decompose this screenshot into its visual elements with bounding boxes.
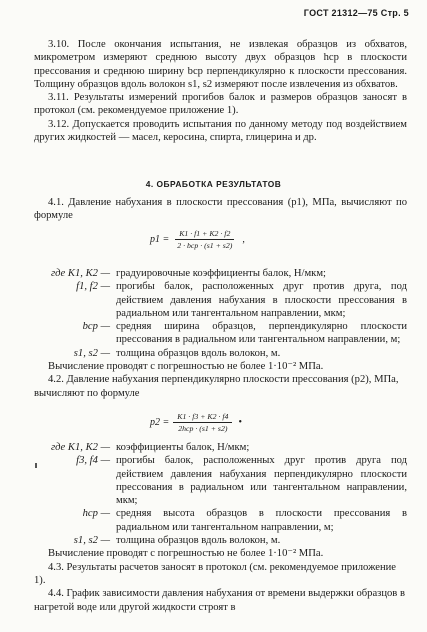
paragraph-3-11: 3.11. Результаты измерений прогибов балок и размеров образцов заносят в протокол (см. рекомендуемое приложение 1). (34, 92, 407, 117)
formula-p1-fraction (173, 229, 236, 250)
paragraph-3-10: 3.10. После окончания испытания, не извлекая образцов из обхватов, микрометром измеряют среднюю высоту двух образцов hср в плоскости прессования и среднюю ширину bср перпендикулярно к плоскости прессования. Толщину образцов вдоль волокон s1, s2 измеряют после извлечения из обхватов. (34, 39, 407, 90)
definition-text: средняя высота образцов в плоскости прессования в радиальном или тангентальном направлении, м; (116, 508, 407, 533)
formula-p2-tail: • (238, 417, 242, 428)
definition-text: градуировочные коэффициенты балок, Н/мкм; (116, 268, 326, 279)
definition-symbol: hср — (82, 508, 110, 520)
formula-p1 (150, 229, 245, 250)
paragraph-4-2: 4.2. Давление набухания перпендикулярно плоскости прессования (p2), МПа, вычисляют по формуле (34, 374, 399, 399)
formula-p2-denominator: 2hср · (s1 + s2) (178, 424, 228, 433)
definition-symbol: где K1, K2 — (50, 268, 110, 279)
section-3-paragraphs (34, 38, 407, 144)
definition-text: толщина образцов вдоль волокон, м. (116, 347, 281, 359)
definition-text: прогибы балок, расположенных друг против друга, под действием давления набухания в плоскости прессования в радиальном или тангентальном направлении, мкм; (116, 281, 407, 319)
definition-symbol: f3, f4 — (76, 455, 110, 467)
formula-p1-lhs: p1 = (150, 234, 170, 245)
definition-text: средняя ширина образцов, перпендикулярно плоскости прессования в радиальном или тангентальном направлении, м; (116, 321, 407, 346)
definition-row (34, 267, 407, 280)
formula-p2-lhs: p2 = (150, 417, 170, 428)
formula-p1-tail: , (242, 234, 245, 245)
formula-p1-denominator: 2 · bср · (s1 + s2) (177, 241, 233, 250)
definition-row (34, 441, 407, 454)
formula-p1-numerator: K1 · f1 + K2 · f2 (175, 229, 234, 240)
definition-symbol: s1, s2 — (73, 535, 110, 547)
paragraph-3-12: 3.12. Допускается проводить испытания по данному методу под воздействием других жидкостей — масел, керосина, спирта, глицерина и др. (34, 118, 407, 144)
definitions-p1 (34, 267, 407, 400)
definition-symbol: где K1, K2 — (50, 442, 110, 453)
definition-symbol: bср — (82, 321, 110, 333)
calculation-note-1: Вычисление проводят с погрешностью не более 1·10⁻² МПа. (48, 361, 324, 373)
definition-text: прогибы балок, расположенных друг против друга под действием давления набухания перпендикулярно плоскости прессования в радиальном или тангентальном направлении, мкм; (116, 455, 407, 507)
calculation-note-2: Вычисление проводят с погрешностью не более 1·10⁻² МПа. (48, 548, 324, 560)
definition-row (34, 507, 407, 534)
paragraph-4-3: 4.3. Результаты расчетов заносят в протокол (см. рекомендуемое приложение 1). (34, 561, 397, 586)
definition-text: толщина образцов вдоль волокон, м. (116, 535, 281, 547)
definition-text: коэффициенты балок, Н/мкм; (116, 442, 250, 453)
paragraph-4-1: 4.1. Давление набухания в плоскости прессования (p1), МПа, вычисляют по формуле (34, 197, 407, 222)
definition-row (34, 320, 407, 347)
formula-p2 (150, 412, 242, 433)
paragraph-4-4: 4.4. График зависимости давления набухания от времени выдержки образцов в нагретой воде или другой жидкости строят в (34, 588, 405, 613)
definition-symbol: f1, f2 — (76, 281, 110, 293)
definition-row (34, 534, 407, 547)
definition-row (34, 454, 407, 507)
page-header: ГОСТ 21312—75 Стр. 5 (303, 8, 409, 18)
definitions-p2 (34, 441, 407, 614)
definition-row (34, 280, 407, 320)
paragraph-4-1-block (34, 196, 407, 223)
definition-row (34, 347, 407, 360)
section-title: 4. ОБРАБОТКА РЕЗУЛЬТАТОВ (145, 179, 282, 189)
definition-symbol: s1, s2 — (73, 347, 110, 359)
formula-p2-numerator: K1 · f3 + K2 · f4 (173, 412, 232, 423)
formula-p2-fraction (173, 412, 232, 433)
